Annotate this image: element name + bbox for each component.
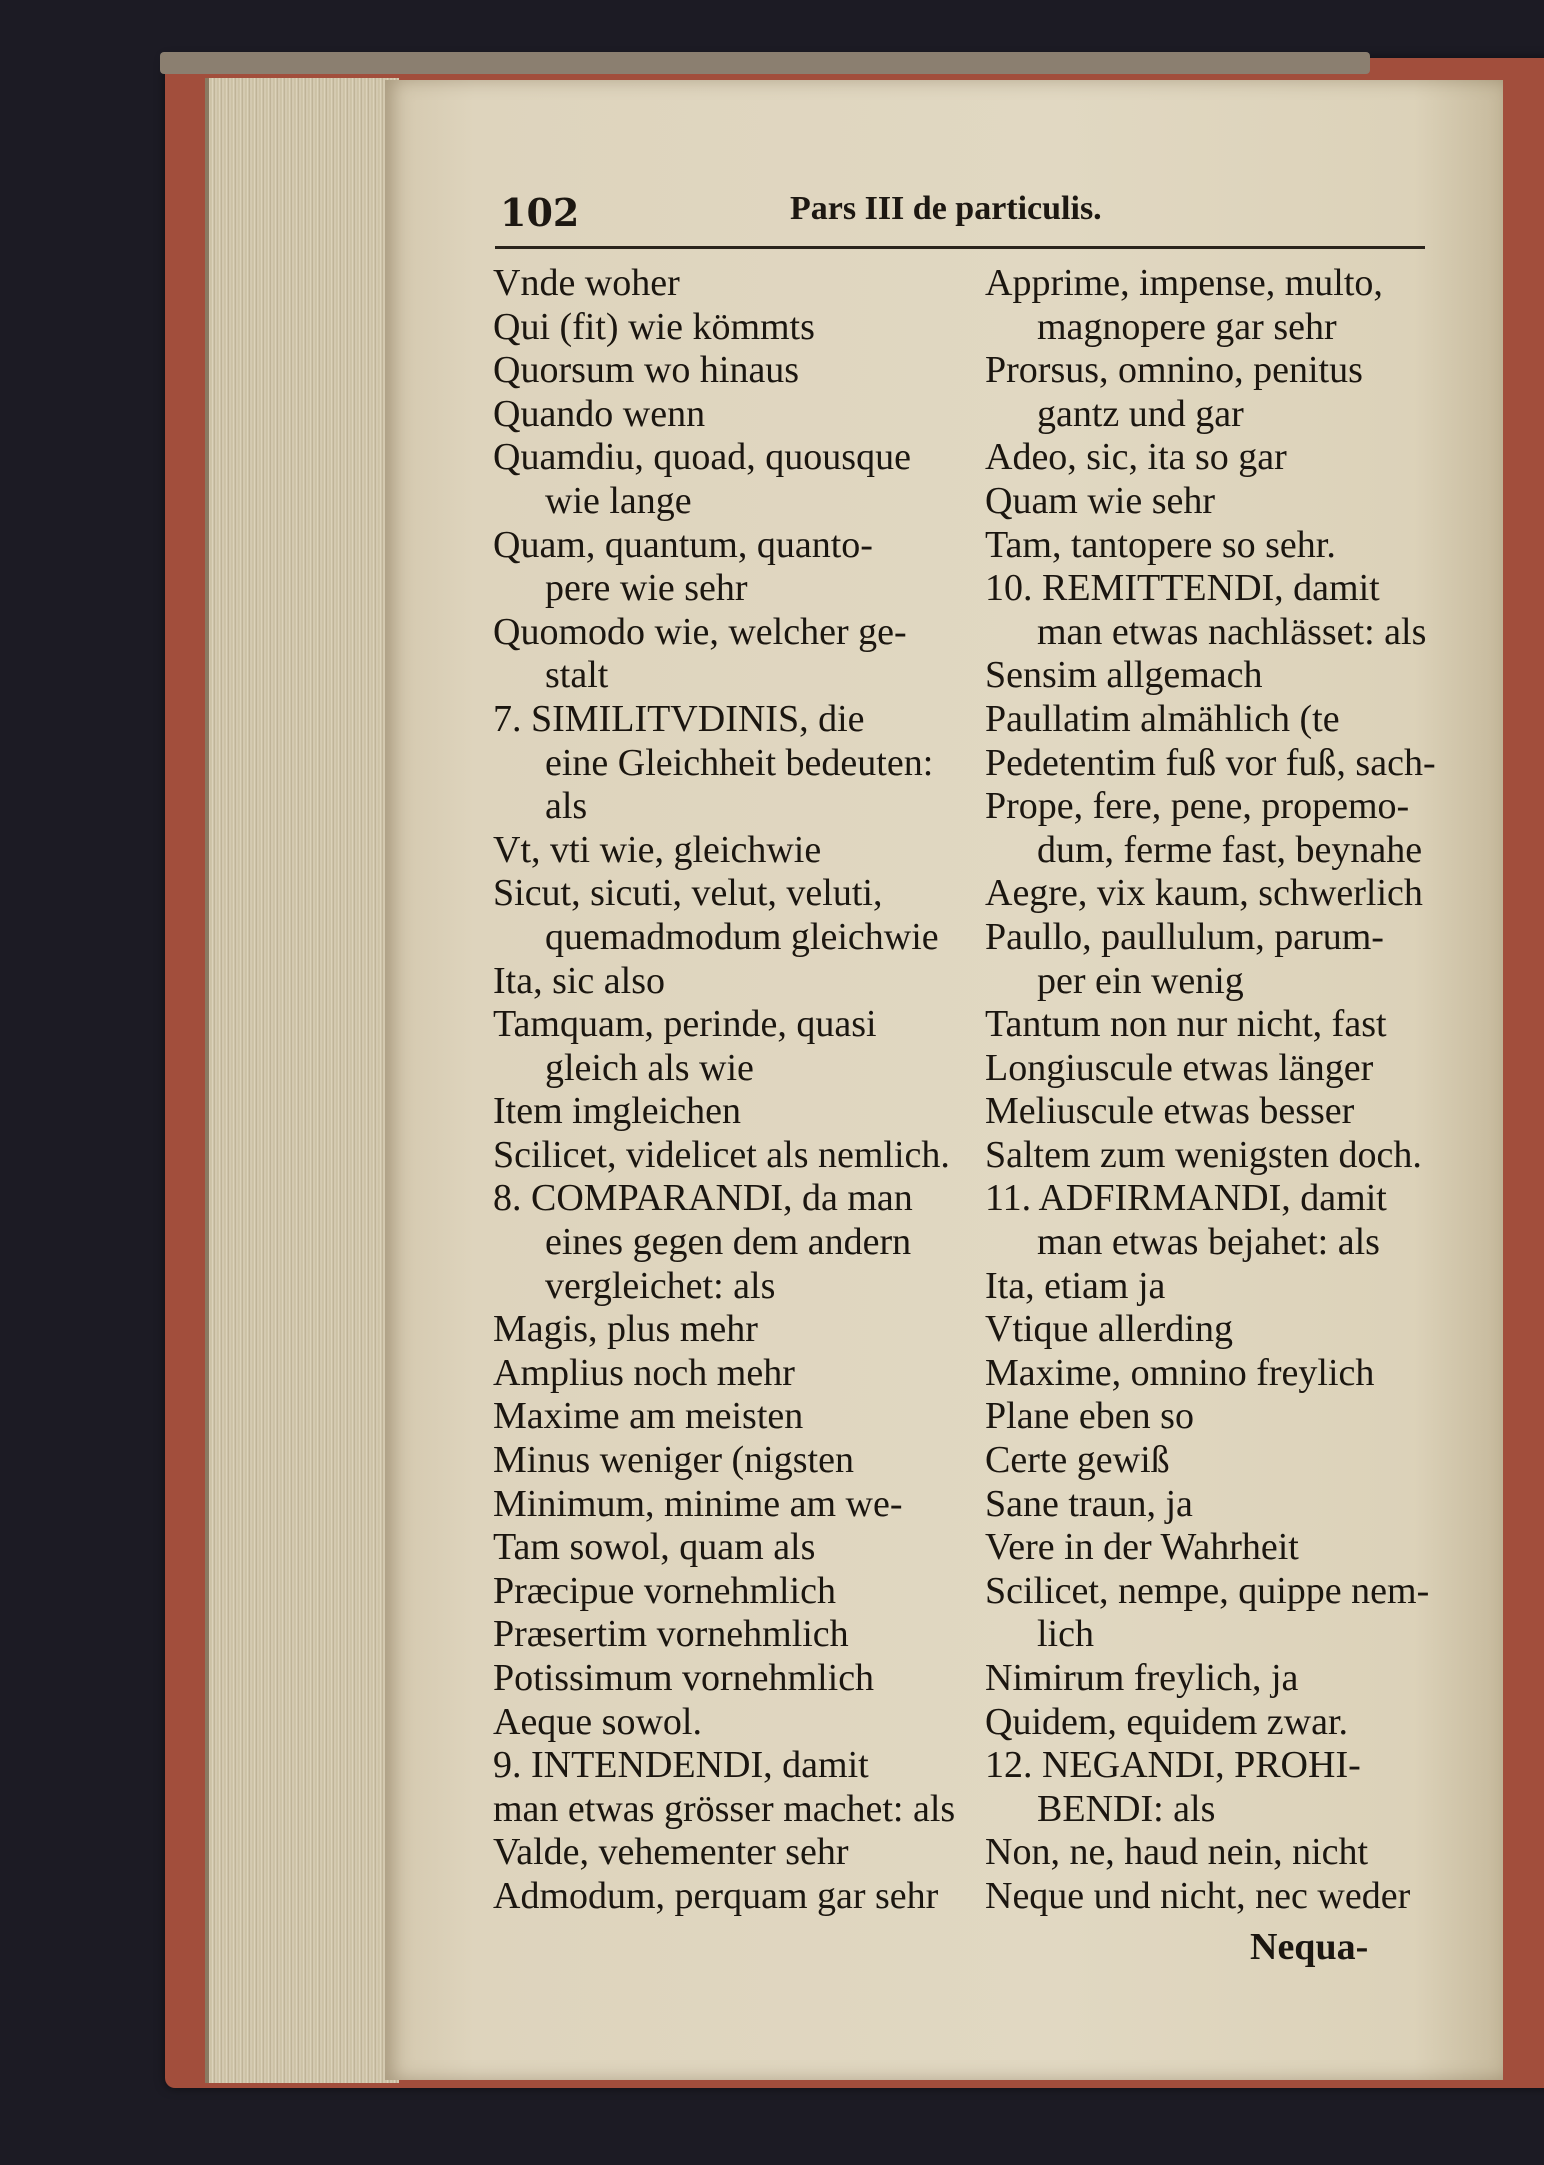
text-line: Tamquam, perinde, quasi	[493, 1003, 877, 1046]
running-title: Pars III de particulis.	[790, 190, 1102, 227]
text-line: Quomodo wie, welcher ge-	[493, 610, 907, 653]
text-line: Plane eben so	[985, 1395, 1194, 1438]
text-line: eine Gleichheit bedeuten:	[545, 741, 934, 784]
text-line: Præsertim vornehmlich	[493, 1613, 849, 1656]
text-line: Minus weniger (nigsten	[493, 1439, 854, 1482]
text-line: Qui (fit) wie kömmts	[493, 305, 815, 348]
page-edges	[205, 78, 399, 2083]
text-line: als	[545, 785, 588, 828]
catchword: Nequa-	[1250, 1926, 1369, 1968]
text-line: Prope, fere, pene, propemo-	[985, 785, 1410, 828]
text-line: Scilicet, videlicet als nemlich.	[493, 1133, 950, 1176]
text-line: lich	[1037, 1613, 1094, 1656]
left-text-column	[493, 262, 956, 1919]
text-line: stalt	[545, 654, 609, 697]
text-line: Maxime am meisten	[493, 1395, 804, 1438]
text-line: Certe gewiß	[985, 1439, 1170, 1482]
text-line: Valde, vehementer sehr	[493, 1831, 849, 1874]
text-line: eines gegen dem andern	[545, 1221, 912, 1264]
text-line: quemadmodum gleichwie	[545, 915, 939, 958]
text-line: Tam, tantopere so sehr.	[985, 523, 1336, 566]
text-line: dum, ferme fast, beynahe	[1037, 828, 1423, 871]
text-line: Meliuscule etwas besser	[985, 1090, 1355, 1133]
text-line: Aegre, vix kaum, schwerlich	[985, 872, 1423, 915]
text-line: Quando wenn	[493, 392, 706, 435]
text-line: Quam wie sehr	[985, 479, 1216, 522]
text-line: 11. ADFIRMANDI, damit	[985, 1177, 1387, 1220]
text-line: Minimum, minime am we-	[493, 1482, 903, 1525]
text-line: Quidem, equidem zwar.	[985, 1700, 1349, 1743]
text-line: Quorsum wo hinaus	[493, 349, 800, 392]
text-line: Vtique allerding	[985, 1308, 1233, 1351]
text-line: Nimirum freylich, ja	[985, 1657, 1299, 1699]
text-line: Vnde woher	[493, 262, 680, 304]
text-line: magnopere gar sehr	[1037, 305, 1337, 348]
text-line: man etwas bejahet: als	[1037, 1221, 1380, 1264]
text-line: Saltem zum wenigsten doch.	[985, 1133, 1422, 1176]
text-line: Potissimum vornehmlich	[493, 1657, 875, 1699]
text-line: man etwas nachlässet: als	[1037, 610, 1427, 653]
text-line: Amplius noch mehr	[493, 1351, 795, 1394]
right-text-column	[985, 262, 1435, 1919]
text-line: Apprime, impense, multo,	[985, 262, 1383, 304]
text-line: Item imgleichen	[493, 1090, 741, 1133]
text-line: Longiuscule etwas länger	[985, 1046, 1374, 1089]
text-line: Sicut, sicuti, velut, veluti,	[493, 872, 883, 915]
text-line: Vt, vti wie, gleichwie	[493, 828, 822, 871]
text-line: man etwas grösser machet: als	[493, 1787, 956, 1830]
text-line: Ita, etiam ja	[985, 1264, 1166, 1307]
text-line: wie lange	[545, 479, 692, 522]
text-line: Quam, quantum, quanto-	[493, 523, 873, 566]
text-line: Tantum non nur nicht, fast	[985, 1003, 1387, 1046]
text-line: Aeque sowol.	[493, 1700, 702, 1743]
text-line: Pedetentim fuß vor fuß, sach-	[985, 741, 1436, 784]
text-line: vergleichet: als	[545, 1264, 776, 1307]
text-line: Ita, sic also	[493, 959, 666, 1002]
text-line: 12. NEGANDI, PROHI-	[985, 1744, 1361, 1787]
text-line: Admodum, perquam gar sehr	[493, 1874, 939, 1917]
page-number: 102	[500, 190, 580, 235]
text-line: per ein wenig	[1037, 959, 1244, 1002]
text-line: Tam sowol, quam als	[493, 1526, 816, 1569]
text-line: Quamdiu, quoad, quousque	[493, 436, 911, 479]
text-line: Sensim allgemach	[985, 654, 1263, 697]
text-line: Paullo, paullulum, parum-	[985, 915, 1384, 958]
text-line: 10. REMITTENDI, damit	[985, 567, 1380, 610]
page-header	[500, 190, 1420, 240]
text-line: Præcipue vornehmlich	[493, 1569, 836, 1612]
text-line: Vere in der Wahrheit	[985, 1526, 1299, 1569]
text-line: gleich als wie	[545, 1046, 754, 1089]
header-rule	[495, 246, 1425, 249]
text-line: Sane traun, ja	[985, 1482, 1193, 1525]
text-line: 8. COMPARANDI, da man	[493, 1177, 913, 1220]
text-line: Neque und nicht, nec weder	[985, 1874, 1411, 1917]
text-line: Magis, plus mehr	[493, 1308, 758, 1351]
text-line: Scilicet, nempe, quippe nem-	[985, 1569, 1430, 1612]
text-line: Maxime, omnino freylich	[985, 1351, 1375, 1394]
text-line: 7. SIMILITVDINIS, die	[493, 697, 865, 740]
text-line: pere wie sehr	[545, 567, 748, 610]
book-cover-top-edge	[160, 52, 1370, 74]
text-line: Paullatim almählich (te	[985, 697, 1340, 740]
text-line: Adeo, sic, ita so gar	[985, 436, 1287, 479]
text-line: 9. INTENDENDI, damit	[493, 1744, 869, 1787]
text-line: gantz und gar	[1037, 392, 1244, 435]
text-line: Prorsus, omnino, penitus	[985, 349, 1363, 392]
text-line: Non, ne, haud nein, nicht	[985, 1831, 1369, 1874]
text-line: BENDI: als	[1037, 1787, 1216, 1830]
